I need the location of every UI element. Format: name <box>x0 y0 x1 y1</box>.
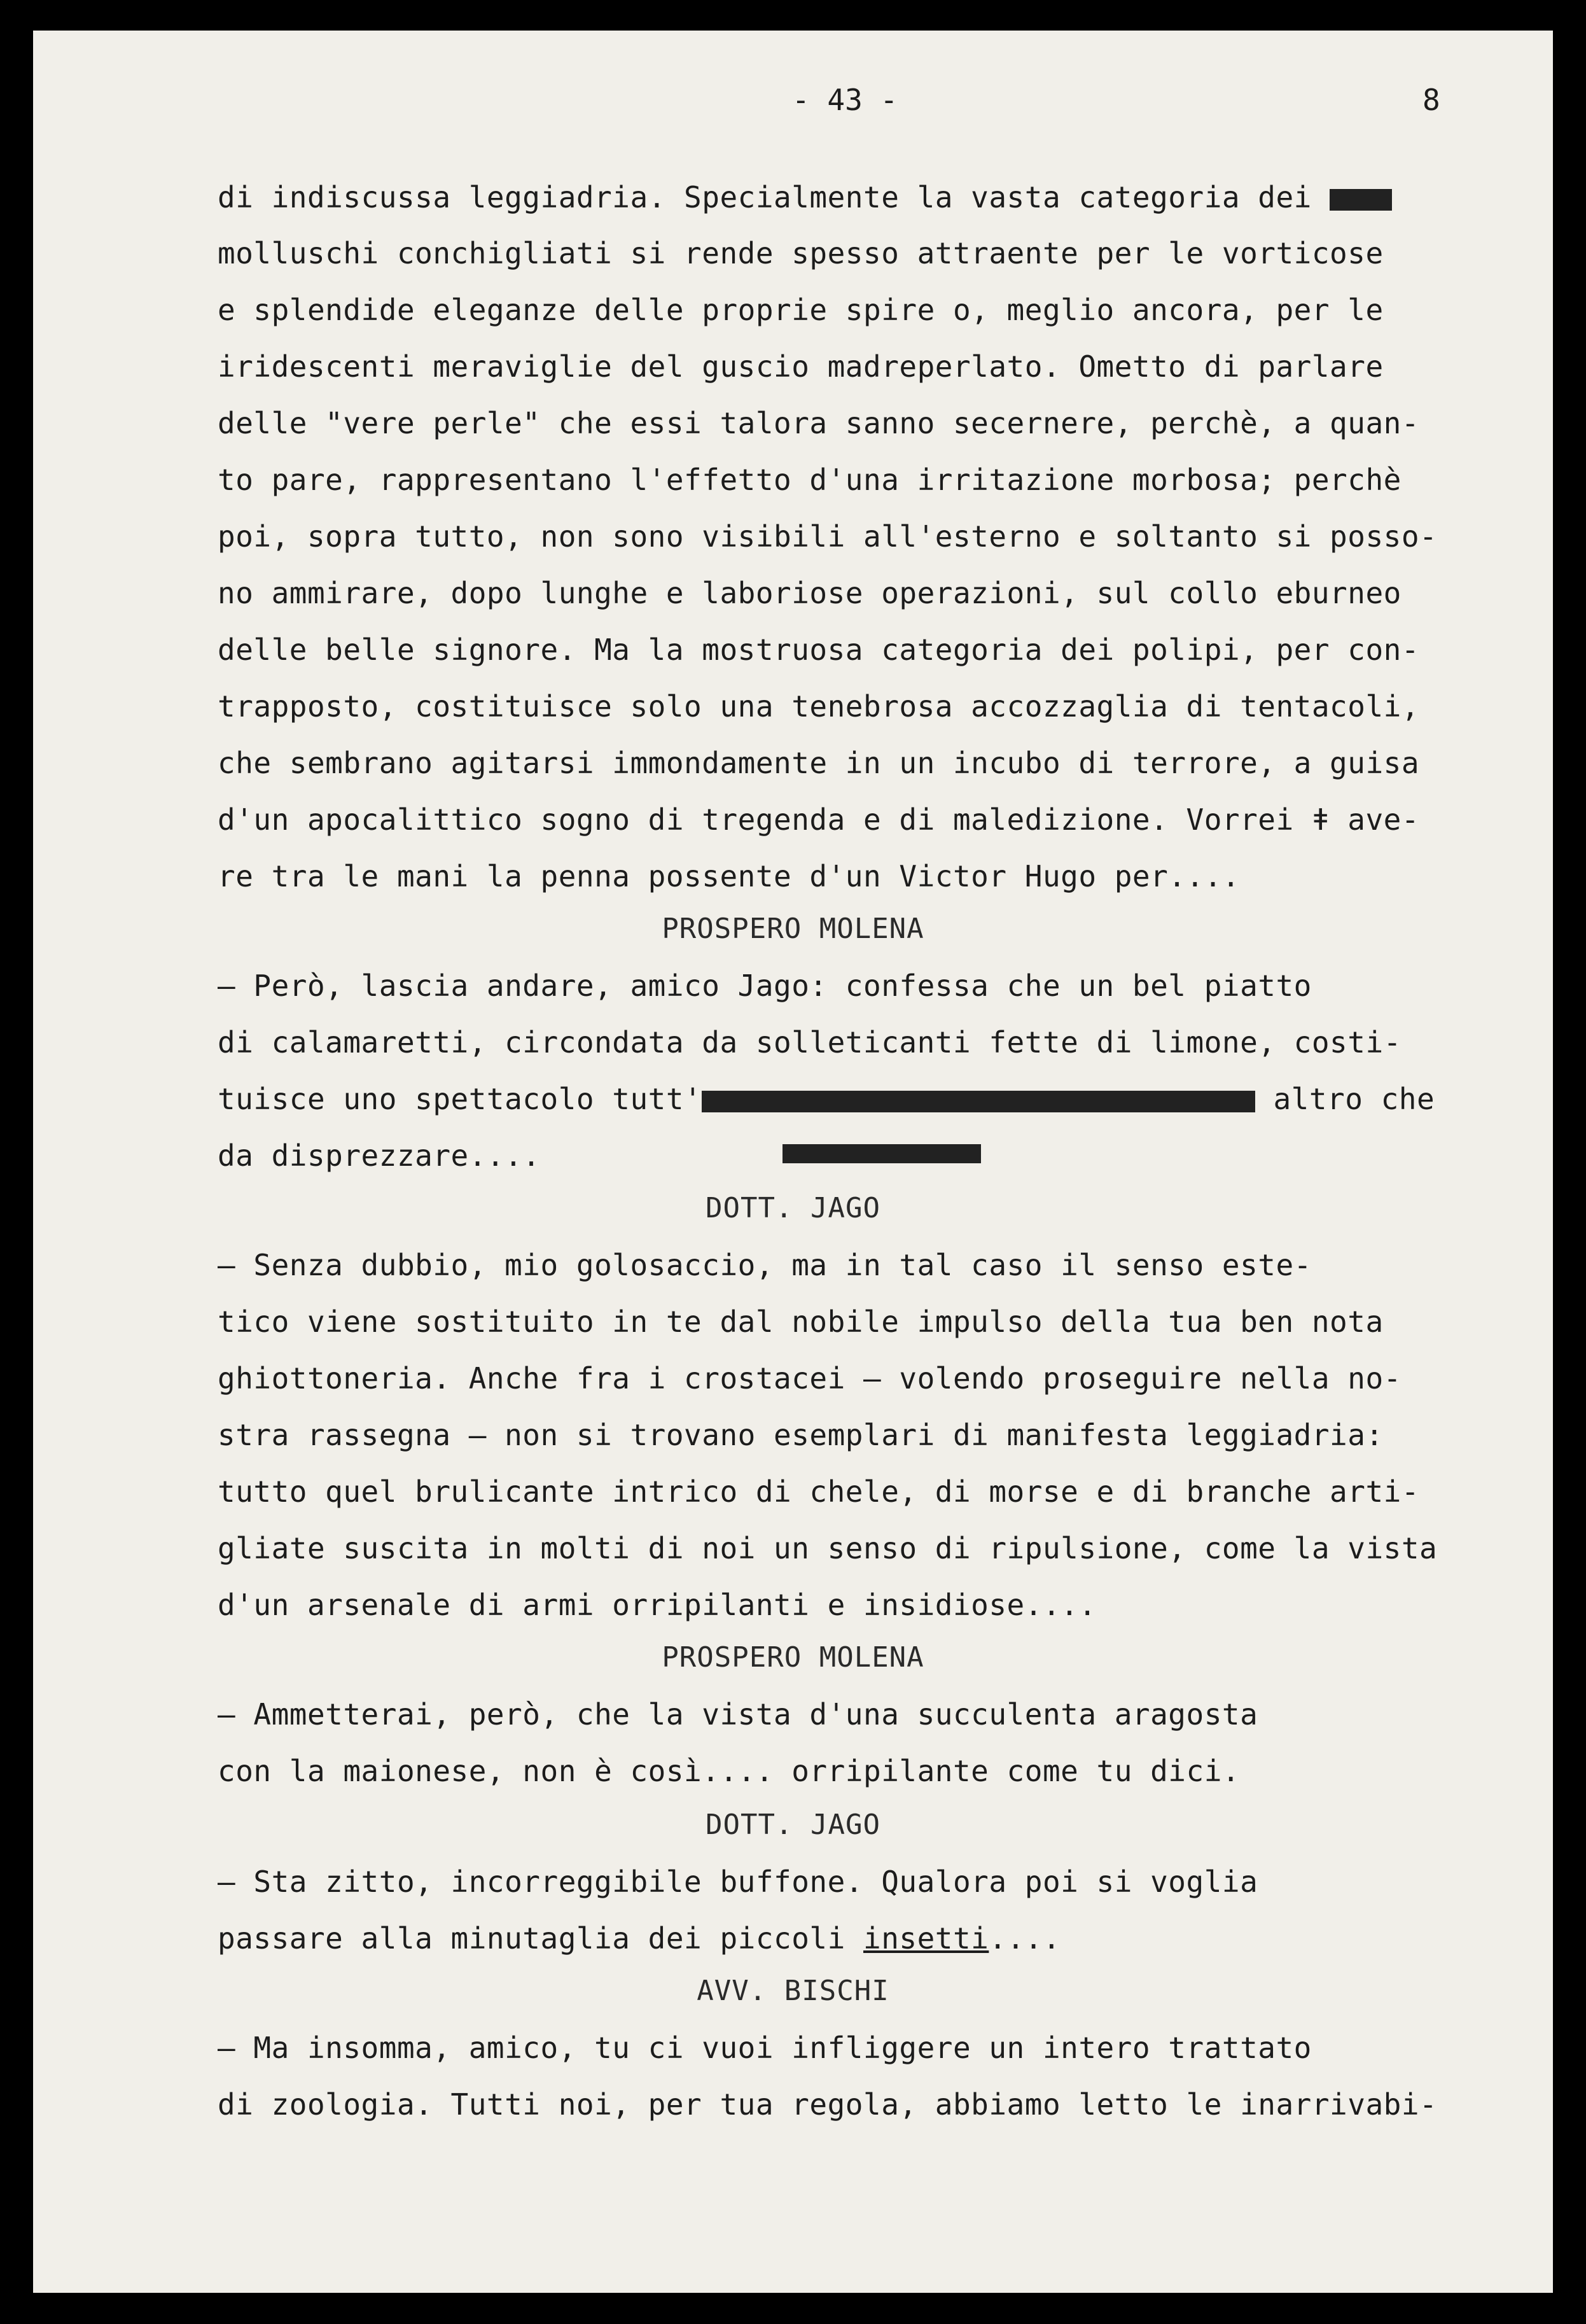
text-line: trapposto, costituisce solo una tenebrosa accozzaglia di tentacoli, <box>218 689 1420 724</box>
text-line: molluschi conchigliati si rende spesso attraente per le vorticose <box>218 236 1384 270</box>
text-line: delle belle signore. Ma la mostruosa categoria dei polipi, per con- <box>218 633 1420 667</box>
text-line <box>218 1921 1061 1956</box>
text-line: e splendide eleganze delle proprie spire o, meglio ancora, per le <box>218 293 1384 327</box>
underlined-word: insetti <box>863 1921 989 1956</box>
text-line-content: di indiscussa leggiadria. Specialmente la vasta categoria dei <box>218 180 1312 214</box>
text-line: di calamaretti, circondata da solleticanti fette di limone, costi- <box>218 1025 1402 1060</box>
speaker-name: DOTT. JAGO <box>706 1192 880 1224</box>
text-line: delle "vere perle" che essi talora sanno secernere, perchè, a quan- <box>218 406 1420 440</box>
page-number: - 43 - <box>792 83 898 117</box>
text-line <box>218 179 1392 215</box>
text-line-content: da disprezzare.... <box>218 1138 541 1173</box>
text-line: poi, sopra tutto, non sono visibili all'esterno e soltanto si posso- <box>218 519 1438 554</box>
text-line: — Senza dubbio, mio golosaccio, ma in tal caso il senso este- <box>218 1248 1312 1282</box>
text-line: gliate suscita in molti di noi un senso di ripulsione, come la vista <box>218 1531 1438 1565</box>
text-line-content: passare alla minutaglia dei piccoli <box>218 1921 863 1956</box>
speaker-name: PROSPERO MOLENA <box>662 913 924 945</box>
text-line: tico viene sostituito in te dal nobile impulso della tua ben nota <box>218 1305 1384 1339</box>
text-line <box>218 1138 541 1173</box>
text-line-content: altro che <box>1255 1082 1435 1116</box>
text-line: stra rassegna — non si trovano esemplari di manifesta leggiadria: <box>218 1418 1384 1452</box>
text-line: d'un arsenale di armi orripilanti e insidiose.... <box>218 1588 1097 1622</box>
text-line-content: tuisce uno spettacolo tutt' <box>218 1082 702 1116</box>
text-line: d'un apocalittico sogno di tregenda e di maledizione. Vorrei ǂ ave- <box>218 802 1420 837</box>
speaker-name: PROSPERO MOLENA <box>662 1641 924 1674</box>
sheet-number: 8 <box>1423 83 1440 117</box>
text-line: re tra le mani la penna possente d'un Victor Hugo per.... <box>218 859 1241 893</box>
struck-text <box>783 1144 981 1163</box>
text-line: ghiottoneria. Anche fra i crostacei — volendo proseguire nella no- <box>218 1361 1402 1396</box>
text-line: to pare, rappresentano l'effetto d'una irritazione morbosa; perchè <box>218 463 1402 497</box>
typewritten-page <box>33 31 1553 2293</box>
speaker-name: DOTT. JAGO <box>706 1809 880 1841</box>
text-line: — Però, lascia andare, amico Jago: confessa che un bel piatto <box>218 969 1312 1003</box>
text-line-content: .... <box>989 1921 1061 1956</box>
text-line: no ammirare, dopo lunghe e laboriose operazioni, sul collo eburneo <box>218 576 1402 610</box>
struck-text <box>702 1091 1255 1112</box>
text-line: di zoologia. Tutti noi, per tua regola, abbiamo letto le inarrivabi- <box>218 2087 1438 2122</box>
text-line: con la maionese, non è così.... orripilante come tu dici. <box>218 1754 1241 1788</box>
text-line <box>218 1081 1435 1117</box>
text-line: — Ammetterai, però, che la vista d'una succulenta aragosta <box>218 1697 1258 1732</box>
text-line: tutto quel brulicante intrico di chele, di morse e di branche arti- <box>218 1474 1420 1509</box>
text-line: che sembrano agitarsi immondamente in un incubo di terrore, a guisa <box>218 746 1420 780</box>
text-line: — Sta zitto, incorreggibile buffone. Qualora poi si voglia <box>218 1865 1258 1899</box>
struck-text <box>1330 189 1392 211</box>
speaker-name: AVV. BISCHI <box>697 1975 889 2007</box>
text-line: iridescenti meraviglie del guscio madreperlato. Ometto di parlare <box>218 349 1384 384</box>
text-line: — Ma insomma, amico, tu ci vuoi infliggere un intero trattato <box>218 2031 1312 2065</box>
